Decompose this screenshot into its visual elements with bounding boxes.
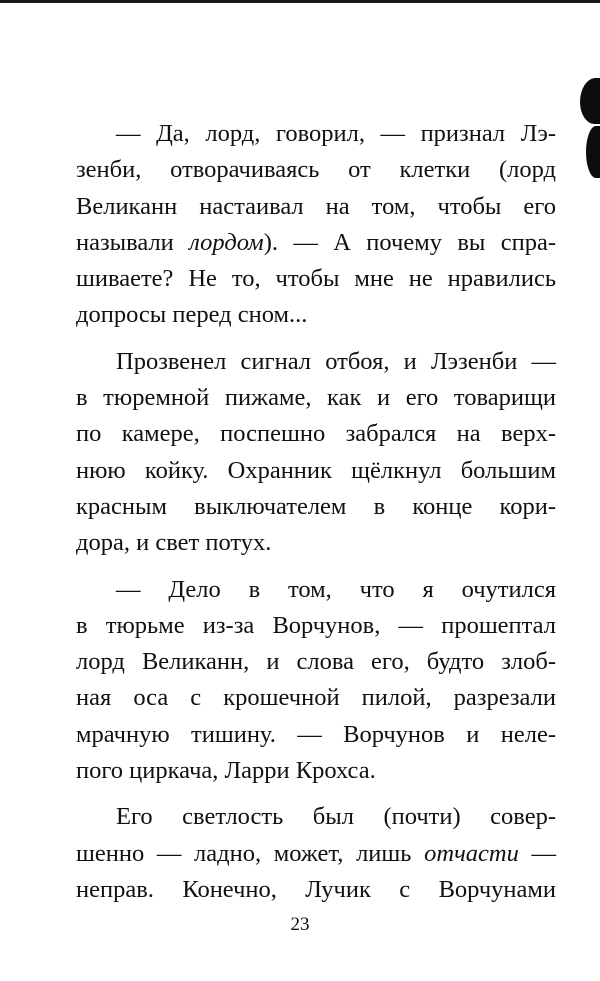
ink-blot xyxy=(586,126,600,178)
text-line: нюю койку. Охранник щёлкнул большим xyxy=(76,456,556,484)
paragraph xyxy=(76,572,556,790)
emphasis: лордом xyxy=(189,228,264,256)
ink-blot xyxy=(580,78,600,124)
text-line: называли лордом). — А почему вы спра- xyxy=(76,228,557,256)
paragraph-gap xyxy=(76,562,556,572)
text-line: допросы перед сном... xyxy=(76,301,308,329)
text-line: зенби, отворачиваясь от клетки (лорд xyxy=(76,156,556,184)
text-line: Великанн настаивал на том, чтобы его xyxy=(76,192,556,220)
text-line: ная оса с крошечной пилой, разрезали xyxy=(76,684,556,712)
text-line: Его светлость был (почти) совер- xyxy=(116,803,556,831)
paragraph xyxy=(76,799,556,908)
text-line: мрачную тишину. — Ворчунов и неле- xyxy=(76,720,556,748)
paragraph-gap xyxy=(76,334,556,344)
text-line: неправ. Конечно, Лучик с Ворчунами xyxy=(76,875,556,903)
page-number: 23 xyxy=(290,914,310,935)
emphasis: отчасти xyxy=(424,839,519,867)
text-line: пого циркача, Ларри Крохса. xyxy=(76,757,376,785)
text-line: по камере, поспешно забрался на верх- xyxy=(76,420,556,448)
paragraph xyxy=(76,344,556,562)
body-text xyxy=(76,116,556,908)
page-top-edge xyxy=(0,0,600,3)
text-line: Прозвенел сигнал отбоя, и Лэзенби — xyxy=(116,347,556,375)
text-line: в тюрьме из-за Ворчунов, — прошептал xyxy=(76,611,556,639)
text-line: шенно — ладно, может, лишь отчасти — xyxy=(76,839,556,867)
text-line: — Дело в том, что я очутился xyxy=(116,575,556,603)
paragraph xyxy=(76,116,556,334)
text-line: в тюремной пижаме, как и его товарищи xyxy=(76,384,556,412)
text-line: красным выключателем в конце кори- xyxy=(76,492,556,520)
paragraph-gap xyxy=(76,789,556,799)
text-line: дора, и свет потух. xyxy=(76,529,272,557)
text-line: — Да, лорд, говорил, — признал Лэ- xyxy=(116,120,556,147)
text-line: шиваете? Не то, чтобы мне не нравились xyxy=(76,265,556,293)
text-line: лорд Великанн, и слова его, будто злоб- xyxy=(76,648,556,676)
